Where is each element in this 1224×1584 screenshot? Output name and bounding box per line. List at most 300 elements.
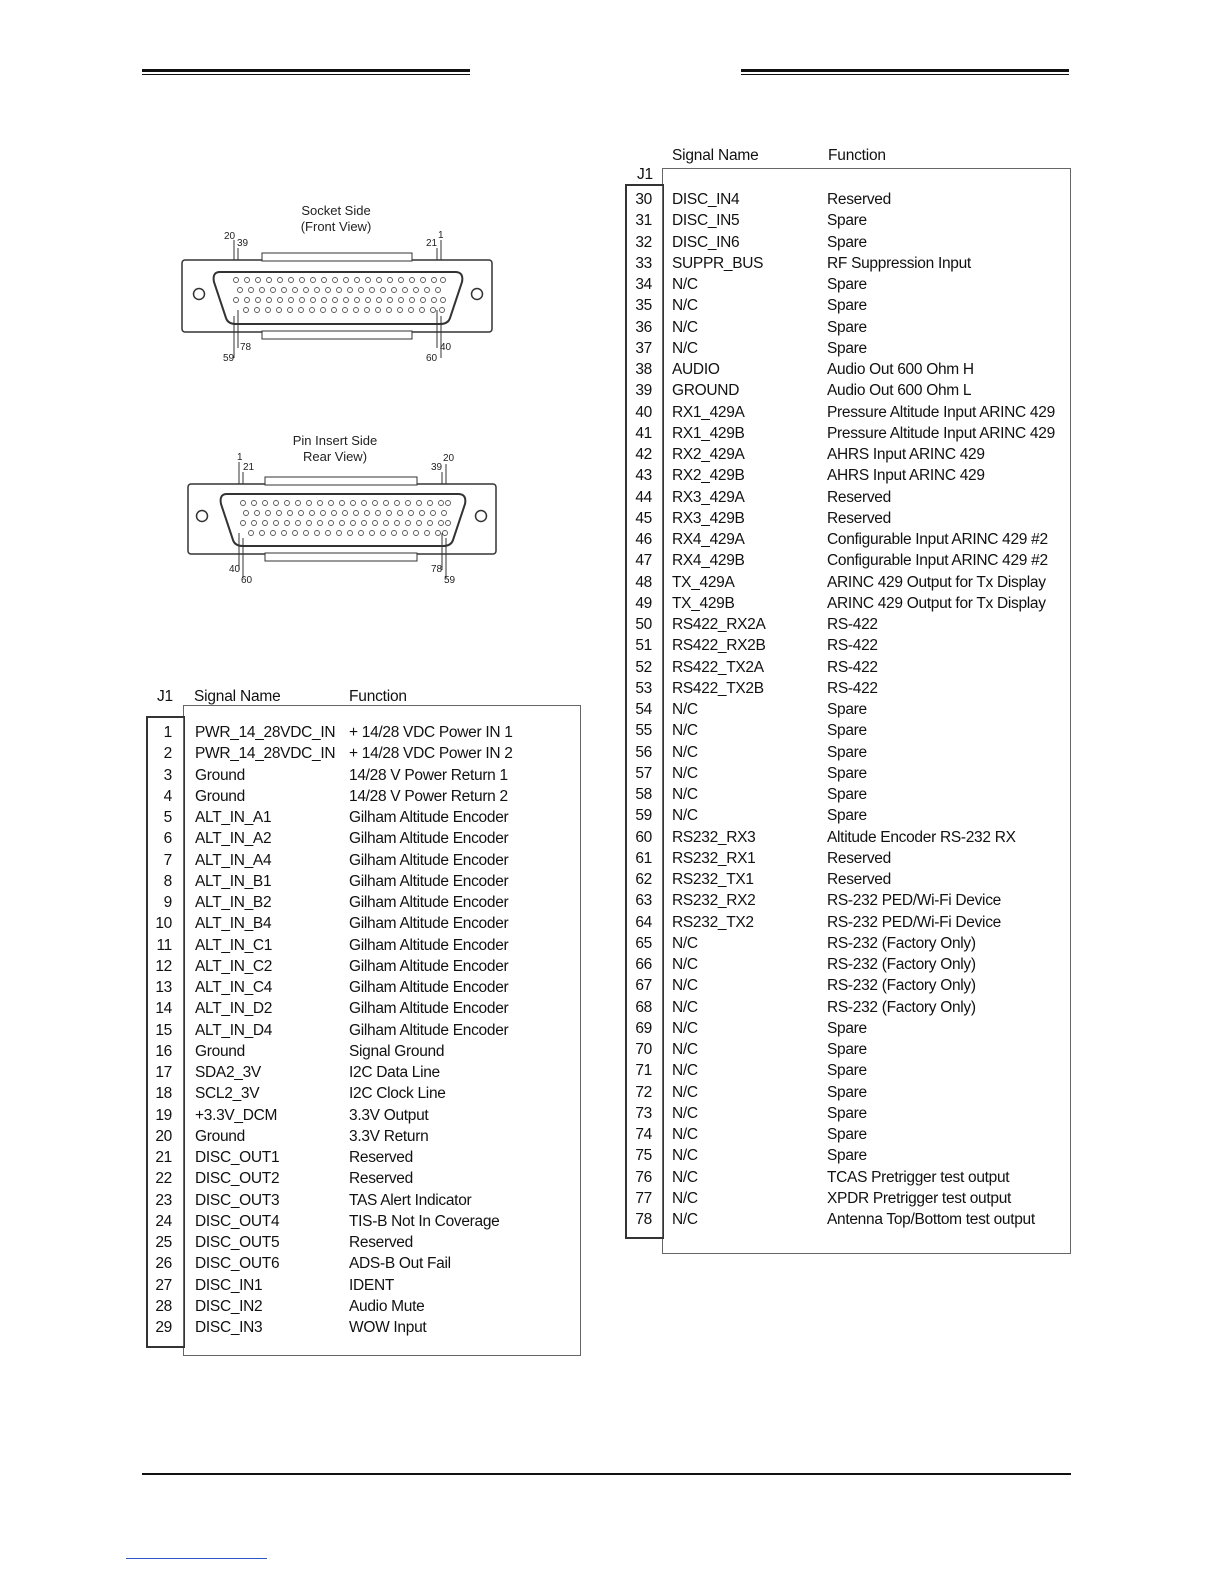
pin-label: 59 bbox=[223, 353, 235, 364]
pin-label: 20 bbox=[224, 231, 236, 242]
signal-name: RX1_429A bbox=[672, 403, 745, 421]
signal-name: PWR_14_28VDC_IN bbox=[195, 745, 336, 763]
pin-number: 26 bbox=[155, 1255, 172, 1273]
pin-number: 70 bbox=[635, 1041, 652, 1058]
signal-name: DISC_IN4 bbox=[672, 191, 740, 208]
signal-name: Ground bbox=[195, 1127, 245, 1145]
signal-name: RS232_RX2 bbox=[672, 892, 756, 910]
table-row bbox=[0, 359, 1224, 380]
table-row bbox=[0, 423, 1224, 444]
table-row bbox=[0, 827, 1224, 848]
function: Gilham Altitude Encoder bbox=[349, 872, 509, 890]
function: + 14/28 VDC Power IN 2 bbox=[349, 745, 513, 763]
pin-number: 67 bbox=[635, 977, 652, 995]
table-row bbox=[0, 1317, 1224, 1338]
signal-name: RS422_RX2B bbox=[672, 637, 766, 655]
signal-name: ALT_IN_A4 bbox=[195, 851, 272, 869]
pin-number: 75 bbox=[635, 1147, 652, 1165]
pin-number: 41 bbox=[635, 424, 652, 442]
pin-number: 18 bbox=[155, 1085, 172, 1103]
signal-name: DISC_IN5 bbox=[672, 212, 740, 230]
pin-number: 64 bbox=[635, 913, 652, 931]
function: Spare bbox=[827, 1083, 867, 1101]
signal-name: ALT_IN_C4 bbox=[195, 979, 273, 996]
function: Gilham Altitude Encoder bbox=[349, 979, 509, 996]
function: Gilham Altitude Encoder bbox=[349, 915, 509, 933]
pin-number: 68 bbox=[635, 998, 652, 1016]
pin-number: 13 bbox=[155, 979, 172, 996]
function: Audio Out 600 Ohm H bbox=[827, 361, 974, 378]
pin-label: 1 bbox=[438, 230, 444, 241]
function: 3.3V Output bbox=[349, 1106, 429, 1124]
table-row bbox=[0, 529, 1224, 550]
function: Gilham Altitude Encoder bbox=[349, 830, 509, 848]
signal-name: RX3_429A bbox=[672, 488, 745, 506]
signal-name: ALT_IN_A1 bbox=[195, 809, 272, 826]
pin-number: 11 bbox=[156, 936, 172, 954]
function: RS-422 bbox=[827, 616, 878, 633]
function: RS-232 (Factory Only) bbox=[827, 977, 976, 995]
function: XPDR Pretrigger test output bbox=[827, 1189, 1012, 1207]
function: Spare bbox=[827, 276, 867, 293]
footer-link-underline bbox=[126, 1558, 267, 1559]
function: Spare bbox=[827, 1019, 867, 1037]
pin-number: 16 bbox=[155, 1042, 172, 1060]
signal-name: N/C bbox=[672, 977, 698, 995]
signal-name: ALT_IN_B2 bbox=[195, 894, 272, 911]
pin-number: 17 bbox=[155, 1064, 172, 1081]
function: Reserved bbox=[349, 1170, 413, 1188]
pin-number: 35 bbox=[635, 297, 652, 315]
signal-name: N/C bbox=[672, 1126, 698, 1143]
pin-number: 38 bbox=[635, 361, 652, 378]
function: WOW Input bbox=[349, 1319, 427, 1336]
signal-name: ALT_IN_D2 bbox=[195, 1000, 273, 1018]
pin-number: 45 bbox=[635, 509, 652, 527]
function: ARINC 429 Output for Tx Display bbox=[827, 573, 1046, 591]
table-row bbox=[0, 997, 1224, 1018]
signal-name: SCL2_3V bbox=[195, 1085, 260, 1103]
function: Antenna Top/Bottom test output bbox=[827, 1211, 1035, 1228]
signal-name: N/C bbox=[672, 1147, 698, 1165]
function: Reserved bbox=[827, 509, 891, 527]
function: Spare bbox=[827, 1147, 867, 1165]
signal-name: ALT_IN_C1 bbox=[195, 936, 273, 954]
function: Reserved bbox=[349, 1149, 413, 1166]
table-row bbox=[0, 572, 1224, 593]
pin-number: 49 bbox=[635, 594, 652, 612]
signal-name: RS232_RX3 bbox=[672, 828, 756, 846]
pin-number: 61 bbox=[635, 849, 652, 867]
pin-number: 56 bbox=[635, 743, 652, 761]
function: 3.3V Return bbox=[349, 1127, 429, 1145]
pin-number: 65 bbox=[635, 934, 652, 952]
table-row bbox=[0, 508, 1224, 529]
function: RS-232 (Factory Only) bbox=[827, 956, 976, 973]
pin-number: 72 bbox=[635, 1083, 652, 1101]
function: Spare bbox=[827, 339, 867, 357]
table-row bbox=[0, 933, 1224, 954]
table-row bbox=[0, 912, 1224, 933]
pin-label: 60 bbox=[426, 353, 438, 364]
signal-name: DISC_OUT3 bbox=[195, 1191, 280, 1209]
pin-number: 43 bbox=[635, 467, 652, 485]
signal-name: N/C bbox=[672, 276, 698, 293]
function: Pressure Altitude Input ARINC 429 bbox=[827, 403, 1055, 421]
signal-name: RX4_429B bbox=[672, 552, 745, 570]
function: Gilham Altitude Encoder bbox=[349, 936, 509, 954]
table-row bbox=[0, 1124, 1224, 1145]
pin-number: 10 bbox=[155, 915, 172, 933]
left-header-function: Function bbox=[349, 688, 407, 705]
function: Spare bbox=[827, 318, 867, 336]
signal-name: N/C bbox=[672, 701, 698, 718]
pin-number: 63 bbox=[635, 892, 652, 910]
table-row bbox=[0, 784, 1224, 805]
signal-name: Ground bbox=[195, 766, 245, 784]
signal-name: N/C bbox=[672, 339, 698, 357]
signal-name: N/C bbox=[672, 1041, 698, 1058]
signal-name: DISC_IN1 bbox=[195, 1276, 263, 1294]
table-row bbox=[0, 1296, 1224, 1317]
signal-name: RX2_429B bbox=[672, 467, 745, 485]
signal-name: DISC_IN3 bbox=[195, 1319, 263, 1336]
pin-number: 6 bbox=[163, 830, 172, 848]
function: Spare bbox=[827, 764, 867, 782]
signal-name: DISC_OUT5 bbox=[195, 1234, 280, 1251]
left-header-j1: J1 bbox=[157, 688, 173, 705]
function: 14/28 V Power Return 2 bbox=[349, 787, 508, 805]
table-row bbox=[0, 1209, 1224, 1230]
pin-number: 3 bbox=[163, 766, 172, 784]
signal-name: RX3_429B bbox=[672, 509, 745, 527]
signal-name: +3.3V_DCM bbox=[195, 1106, 278, 1124]
function: RS-232 (Factory Only) bbox=[827, 998, 976, 1016]
table-row bbox=[0, 975, 1224, 996]
pin-number: 24 bbox=[155, 1212, 172, 1230]
signal-name: GROUND bbox=[672, 382, 740, 400]
table-row bbox=[0, 210, 1224, 231]
signal-name: ALT_IN_B1 bbox=[195, 872, 272, 890]
function: Signal Ground bbox=[349, 1042, 445, 1060]
function: AHRS Input ARINC 429 bbox=[827, 467, 985, 485]
signal-name: ALT_IN_D4 bbox=[195, 1021, 273, 1039]
pin-number: 36 bbox=[635, 318, 652, 336]
table-row bbox=[0, 657, 1224, 678]
pin-number: 40 bbox=[635, 403, 652, 421]
signal-name: RX4_429A bbox=[672, 531, 745, 548]
pin-label: 60 bbox=[241, 575, 253, 586]
pin-number: 28 bbox=[155, 1297, 172, 1315]
signal-name: Ground bbox=[195, 787, 245, 805]
function: RS-232 PED/Wi-Fi Device bbox=[827, 892, 1001, 910]
pin-label: 78 bbox=[240, 342, 252, 353]
signal-name: SUPPR_BUS bbox=[672, 254, 764, 272]
function: Reserved bbox=[827, 191, 891, 208]
pin-number: 30 bbox=[635, 191, 652, 208]
signal-name: N/C bbox=[672, 1104, 698, 1122]
pin-number: 1 bbox=[163, 724, 172, 741]
pin-number: 52 bbox=[635, 658, 652, 676]
pin-number: 51 bbox=[635, 637, 652, 655]
table-row bbox=[0, 763, 1224, 784]
pin-number: 78 bbox=[635, 1211, 652, 1228]
table-row bbox=[0, 1039, 1224, 1060]
signal-name: RS422_TX2A bbox=[672, 658, 764, 676]
function: I2C Data Line bbox=[349, 1064, 440, 1081]
pin-number: 60 bbox=[635, 828, 652, 846]
signal-name: N/C bbox=[672, 1211, 698, 1228]
signal-name: DISC_OUT6 bbox=[195, 1255, 280, 1273]
pin-number: 42 bbox=[635, 446, 652, 463]
pin-number: 19 bbox=[155, 1106, 172, 1124]
signal-name: N/C bbox=[672, 934, 698, 952]
signal-name: RS232_TX2 bbox=[672, 913, 754, 931]
pin-number: 2 bbox=[163, 745, 172, 763]
pin-number: 59 bbox=[635, 807, 652, 825]
signal-name: N/C bbox=[672, 743, 698, 761]
pin-number: 46 bbox=[635, 531, 652, 548]
socket-caption-line1: Socket Side bbox=[301, 203, 371, 218]
table-row bbox=[0, 593, 1224, 614]
signal-name: N/C bbox=[672, 1019, 698, 1037]
signal-name: N/C bbox=[672, 807, 698, 825]
signal-name: ALT_IN_C2 bbox=[195, 957, 273, 975]
pin-number: 74 bbox=[635, 1126, 652, 1143]
function: Spare bbox=[827, 701, 867, 718]
pin-number: 76 bbox=[635, 1168, 652, 1186]
pin-number: 71 bbox=[635, 1062, 652, 1080]
function: ADS-B Out Fail bbox=[349, 1255, 451, 1273]
right-header-j1: J1 bbox=[637, 166, 653, 183]
function: RS-232 PED/Wi-Fi Device bbox=[827, 913, 1001, 931]
function: Reserved bbox=[827, 849, 891, 867]
table-row bbox=[0, 890, 1224, 911]
header-rule-left bbox=[142, 69, 470, 75]
signal-name: ALT_IN_B4 bbox=[195, 915, 272, 933]
pin-number: 33 bbox=[635, 254, 652, 272]
table-row bbox=[0, 1167, 1224, 1188]
function: I2C Clock Line bbox=[349, 1085, 446, 1103]
table-row bbox=[0, 699, 1224, 720]
pin-number: 48 bbox=[635, 573, 652, 591]
pin-number: 31 bbox=[635, 212, 652, 230]
insert-caption-line1: Pin Insert Side bbox=[292, 433, 378, 448]
function: RS-232 (Factory Only) bbox=[827, 934, 976, 952]
pin-label: 78 bbox=[431, 564, 443, 575]
pin-number: 15 bbox=[155, 1021, 172, 1039]
signal-name: RS232_RX1 bbox=[672, 849, 756, 867]
table-row bbox=[0, 1082, 1224, 1103]
table-row bbox=[0, 1103, 1224, 1124]
table-row bbox=[0, 1275, 1224, 1296]
function: + 14/28 VDC Power IN 1 bbox=[349, 724, 513, 741]
table-row bbox=[0, 380, 1224, 401]
pin-label: 40 bbox=[440, 342, 452, 353]
signal-name: RX1_429B bbox=[672, 424, 745, 442]
pin-number: 8 bbox=[163, 872, 172, 890]
pin-number: 54 bbox=[635, 701, 652, 718]
signal-name: N/C bbox=[672, 1168, 698, 1186]
signal-name: Ground bbox=[195, 1042, 245, 1060]
pin-number: 39 bbox=[635, 382, 652, 400]
signal-name: TX_429B bbox=[672, 594, 735, 612]
function: IDENT bbox=[349, 1276, 395, 1294]
pin-label: 20 bbox=[443, 453, 455, 464]
socket-caption-line2: (Front View) bbox=[300, 219, 372, 234]
function: Gilham Altitude Encoder bbox=[349, 957, 509, 975]
pin-number: 4 bbox=[163, 787, 172, 805]
pin-number: 50 bbox=[635, 616, 652, 633]
pin-number: 25 bbox=[155, 1234, 172, 1251]
table-row bbox=[0, 232, 1224, 253]
table-row bbox=[0, 805, 1224, 826]
function: Audio Mute bbox=[349, 1297, 425, 1315]
pin-number: 14 bbox=[155, 1000, 172, 1018]
table-row bbox=[0, 635, 1224, 656]
table-row bbox=[0, 253, 1224, 274]
function: Audio Out 600 Ohm L bbox=[827, 382, 972, 400]
function: Spare bbox=[827, 233, 867, 251]
function: TIS-B Not In Coverage bbox=[349, 1212, 500, 1230]
function: Reserved bbox=[827, 488, 891, 506]
pin-label: 39 bbox=[431, 462, 443, 473]
pin-number: 32 bbox=[635, 233, 652, 251]
signal-name: N/C bbox=[672, 764, 698, 782]
function: Configurable Input ARINC 429 #2 bbox=[827, 552, 1048, 570]
pin-number: 53 bbox=[635, 679, 652, 697]
signal-name: RS422_TX2B bbox=[672, 679, 764, 697]
function: Spare bbox=[827, 1104, 867, 1122]
pin-number: 27 bbox=[155, 1276, 172, 1294]
function: Gilham Altitude Encoder bbox=[349, 851, 509, 869]
pin-number: 44 bbox=[635, 488, 652, 506]
insert-caption-line2: Rear View) bbox=[302, 449, 368, 464]
function: Spare bbox=[827, 743, 867, 761]
function: TAS Alert Indicator bbox=[349, 1191, 472, 1209]
signal-name: RS422_RX2A bbox=[672, 616, 766, 633]
right-header-function: Function bbox=[828, 147, 886, 164]
function: Spare bbox=[827, 297, 867, 315]
signal-name: AUDIO bbox=[672, 361, 720, 378]
signal-name: N/C bbox=[672, 956, 698, 973]
signal-name: DISC_IN6 bbox=[672, 233, 740, 251]
signal-name: RS232_TX1 bbox=[672, 871, 754, 888]
table-row bbox=[0, 869, 1224, 890]
function: Gilham Altitude Encoder bbox=[349, 1021, 509, 1039]
table-row bbox=[0, 465, 1224, 486]
pin-label: 1 bbox=[237, 452, 243, 463]
table-row bbox=[0, 848, 1224, 869]
pin-number: 57 bbox=[635, 764, 652, 782]
signal-name: N/C bbox=[672, 1062, 698, 1080]
right-header-signal: Signal Name bbox=[672, 147, 759, 164]
table-row bbox=[0, 189, 1224, 210]
function: RF Suppression Input bbox=[827, 254, 971, 272]
signal-name: TX_429A bbox=[672, 573, 735, 591]
function: Spare bbox=[827, 786, 867, 803]
pin-number: 20 bbox=[155, 1127, 172, 1145]
pin-number: 7 bbox=[163, 851, 172, 869]
signal-name: N/C bbox=[672, 318, 698, 336]
pin-label: 40 bbox=[229, 564, 241, 575]
pin-number: 37 bbox=[635, 339, 652, 357]
signal-name: SDA2_3V bbox=[195, 1064, 261, 1081]
function: Spare bbox=[827, 722, 867, 740]
function: RS-422 bbox=[827, 637, 878, 655]
table-row bbox=[0, 1145, 1224, 1166]
signal-name: N/C bbox=[672, 786, 698, 803]
function: Altitude Encoder RS-232 RX bbox=[827, 828, 1016, 846]
function: Configurable Input ARINC 429 #2 bbox=[827, 531, 1048, 548]
function: ARINC 429 Output for Tx Display bbox=[827, 594, 1046, 612]
table-row bbox=[0, 1188, 1224, 1209]
pin-number: 66 bbox=[635, 956, 652, 973]
table-row bbox=[0, 1253, 1224, 1274]
table-row bbox=[0, 1060, 1224, 1081]
pin-number: 58 bbox=[635, 786, 652, 803]
function: RS-422 bbox=[827, 679, 878, 697]
function: Spare bbox=[827, 1062, 867, 1080]
signal-name: N/C bbox=[672, 998, 698, 1016]
signal-name: N/C bbox=[672, 1189, 698, 1207]
function: Reserved bbox=[827, 871, 891, 888]
signal-name: N/C bbox=[672, 1083, 698, 1101]
left-header-signal: Signal Name bbox=[194, 688, 281, 705]
pin-number: 69 bbox=[635, 1019, 652, 1037]
table-row bbox=[0, 550, 1224, 571]
table-row bbox=[0, 402, 1224, 423]
pin-number: 77 bbox=[635, 1189, 652, 1207]
pin-number: 47 bbox=[635, 552, 652, 570]
pin-number: 29 bbox=[155, 1319, 172, 1336]
signal-name: DISC_IN2 bbox=[195, 1297, 263, 1315]
signal-name: RX2_429A bbox=[672, 446, 745, 463]
pin-label: 59 bbox=[444, 575, 456, 586]
function: Gilham Altitude Encoder bbox=[349, 1000, 509, 1018]
function: Pressure Altitude Input ARINC 429 bbox=[827, 424, 1055, 442]
pin-number: 5 bbox=[163, 809, 172, 826]
signal-name: DISC_OUT4 bbox=[195, 1212, 280, 1230]
function: Gilham Altitude Encoder bbox=[349, 809, 509, 826]
function: Spare bbox=[827, 1126, 867, 1143]
table-row bbox=[0, 678, 1224, 699]
pin-number: 23 bbox=[155, 1191, 172, 1209]
signal-name: DISC_OUT1 bbox=[195, 1149, 280, 1166]
table-row bbox=[0, 954, 1224, 975]
function: Spare bbox=[827, 1041, 867, 1058]
table-row bbox=[0, 317, 1224, 338]
function: 14/28 V Power Return 1 bbox=[349, 766, 508, 784]
function: Spare bbox=[827, 807, 867, 825]
signal-name: N/C bbox=[672, 722, 698, 740]
table-row bbox=[0, 274, 1224, 295]
pin-label: 21 bbox=[243, 462, 255, 473]
table-row bbox=[0, 295, 1224, 316]
pin-label: 21 bbox=[426, 238, 438, 249]
signal-name: DISC_OUT2 bbox=[195, 1170, 280, 1188]
signal-name: ALT_IN_A2 bbox=[195, 830, 272, 848]
pin-number: 12 bbox=[155, 957, 172, 975]
pin-label: 39 bbox=[237, 238, 249, 249]
pin-number: 73 bbox=[635, 1104, 652, 1122]
pin-number: 55 bbox=[635, 722, 652, 740]
table-row bbox=[0, 742, 1224, 763]
function: TCAS Pretrigger test output bbox=[827, 1168, 1010, 1186]
function: Gilham Altitude Encoder bbox=[349, 894, 509, 911]
function: RS-422 bbox=[827, 658, 878, 676]
pin-number: 22 bbox=[155, 1170, 172, 1188]
